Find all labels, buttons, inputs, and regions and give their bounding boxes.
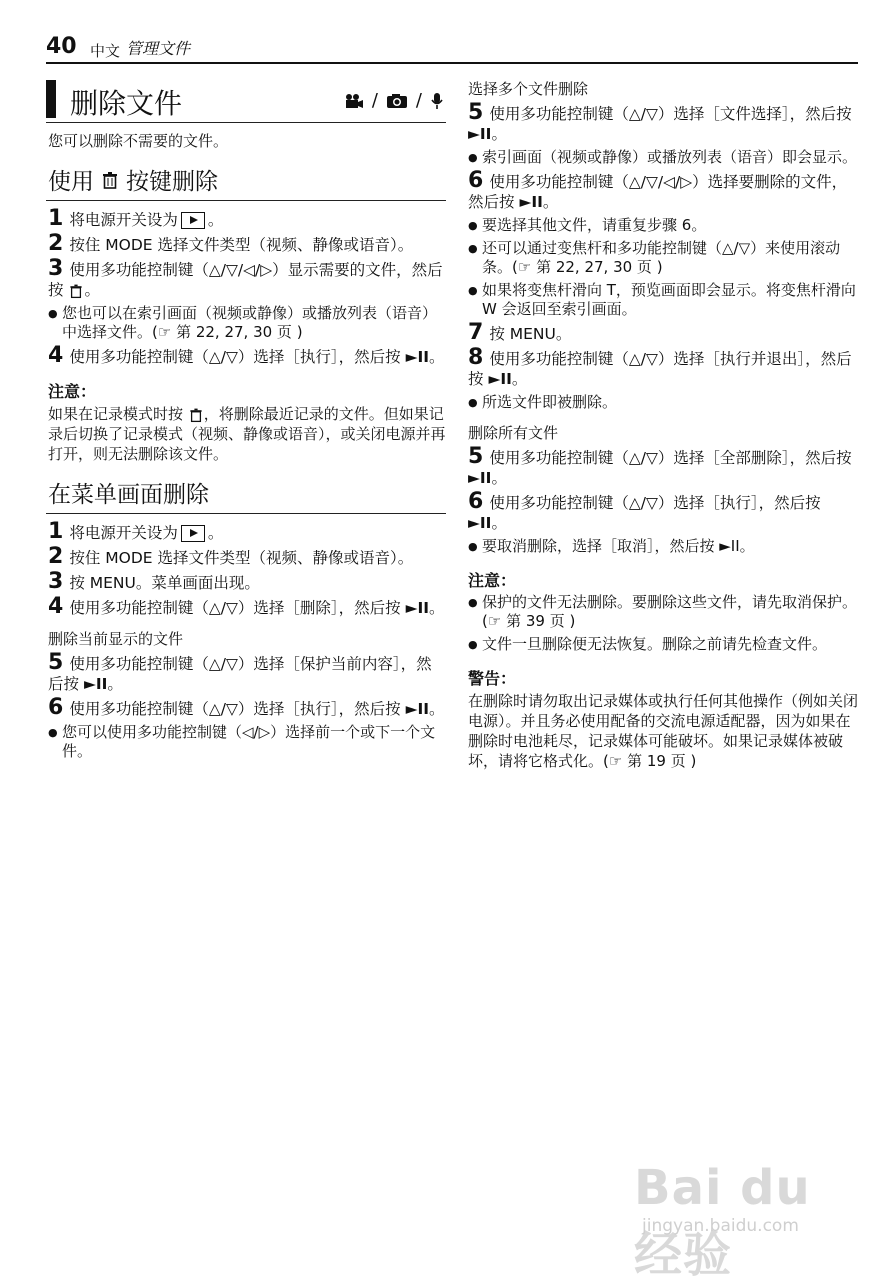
step (48, 519, 446, 544)
list-item: ● 保护的文件无法删除。要删除这些文件，请先取消保护。(☞ 第 39 页 ) (468, 593, 858, 631)
note-post: ，将删除最近记录的文件。但如果记录后切换了记录模式（视频、静像或语音），或关闭电源并再打开，则无法删除该文件。 (48, 405, 446, 463)
step-end: 。 (107, 675, 123, 693)
step-end: 。 (84, 281, 100, 299)
play-pause-symbol: ►II (468, 469, 492, 487)
section-title: 管理文件 (126, 39, 191, 58)
play-pause-symbol: ►II (405, 599, 430, 617)
step-number: 1 (48, 206, 64, 231)
page-number: 40 (46, 34, 77, 59)
list-item: ● 如果将变焦杆滑向 T，预览画面即会显示。将变焦杆滑向 W 会返回至索引画面。 (468, 281, 858, 319)
step-text: 按 MENU。 (489, 325, 572, 343)
list-item: ● 索引画面（视频或静像）或播放列表（语音）即会显示。 (468, 148, 858, 167)
play-pause-symbol: ►II (468, 514, 492, 532)
step-number: 6 (48, 695, 64, 720)
heading-pre: 使用 (48, 169, 94, 195)
step-text: 使用多功能控制键（△/▽）选择［文件选择］，然后按 (489, 105, 852, 123)
title-bar (46, 80, 56, 118)
subheading-multiple-files: 选择多个文件删除 (468, 80, 589, 98)
list-item: ● 要选择其他文件，请重复步骤 6。 (468, 216, 858, 235)
heading-post: 按键删除 (126, 169, 218, 195)
step (468, 444, 858, 488)
language-label: 中文 (90, 42, 121, 60)
right-column (466, 74, 858, 777)
play-pause-symbol: ►II (488, 370, 512, 388)
step-text: 使用多功能控制键（△/▽）选择［保护当前内容］，然后按 (48, 655, 432, 693)
step-number: 3 (48, 569, 64, 594)
step-number: 3 (48, 256, 64, 281)
list-item: ● 所选文件即被删除。 (468, 393, 858, 412)
step-end: 。 (207, 524, 224, 542)
step-number: 6 (468, 168, 484, 193)
subheading-all-files: 删除所有文件 (468, 424, 559, 442)
list-item: ● 文件一旦删除便无法恢复。删除之前请先检查文件。 (468, 635, 858, 654)
step (468, 168, 858, 212)
play-pause-symbol: ►II (519, 193, 543, 211)
step-number: 7 (468, 320, 484, 345)
step-end: 。 (429, 599, 445, 617)
step-number: 4 (48, 594, 64, 619)
step (468, 320, 858, 345)
trash-icon (100, 170, 120, 190)
camera-icon (386, 93, 408, 109)
watermark-url: jingyan.baidu.com (642, 1216, 799, 1236)
trash-icon (68, 283, 84, 299)
video-camera-icon (344, 93, 364, 109)
step (468, 100, 858, 144)
list-item: ● 您也可以在索引画面（视频或静像）或播放列表（语音）中选择文件。(☞ 第 22, 27, 30 页 ) (48, 304, 446, 342)
step (48, 650, 446, 694)
list-item: ● 您可以使用多功能控制键（◁/▷）选择前一个或下一个文件。 (48, 723, 446, 761)
step (468, 489, 858, 533)
step-number: 5 (468, 444, 484, 469)
step (48, 544, 446, 569)
note-text (48, 404, 446, 464)
step (48, 206, 446, 231)
page-title: 删除文件 (70, 87, 183, 120)
section-heading-menu-delete: 在菜单画面删除 (46, 470, 446, 514)
microphone-icon (430, 92, 444, 110)
step (48, 231, 446, 256)
playback-mode-icon (181, 212, 205, 229)
section-heading-delete-button (46, 157, 446, 201)
step-number: 2 (48, 544, 64, 569)
step-number: 1 (48, 519, 64, 544)
trash-icon (188, 407, 204, 423)
mode-icons: / / (344, 90, 444, 111)
step-number: 6 (468, 489, 484, 514)
step-text: 将电源开关设为 (69, 211, 178, 229)
step-text: 按 MENU。菜单画面出现。 (69, 574, 260, 592)
step-end: 。 (491, 514, 507, 532)
step-end: 。 (429, 700, 445, 718)
step-text: 使用多功能控制键（△/▽）选择［执行］，然后按 (489, 494, 821, 512)
page-header (46, 34, 858, 64)
step-text: 按住 MODE 选择文件类型（视频、静像或语音）。 (69, 236, 414, 254)
step-text: 按住 MODE 选择文件类型（视频、静像或语音）。 (69, 549, 414, 567)
title-row (46, 74, 446, 123)
play-pause-symbol: ►II (405, 700, 430, 718)
step-number: 2 (48, 231, 64, 256)
list-item: ● 要取消删除，选择［取消］，然后按 ►II。 (468, 537, 858, 556)
step-number: 8 (468, 345, 484, 370)
subheading-current-file: 删除当前显示的文件 (48, 630, 184, 648)
play-pause-symbol: ►II (405, 348, 430, 366)
warning-heading: 警告： (468, 669, 517, 688)
step-text: 使用多功能控制键（△/▽/◁/▷）显示需要的文件，然后按 (48, 261, 443, 299)
step (48, 343, 446, 368)
step-text: 使用多功能控制键（△/▽）选择［全部删除］，然后按 (489, 449, 852, 467)
intro-text: 您可以删除不需要的文件。 (48, 132, 229, 150)
watermark (634, 1150, 844, 1283)
step-text: 使用多功能控制键（△/▽/◁/▷）选择要删除的文件，然后按 (468, 173, 848, 211)
step-end: 。 (491, 125, 507, 143)
step (48, 256, 446, 300)
note-pre: 如果在记录模式时按 (48, 405, 184, 423)
step-text: 使用多功能控制键（△/▽）选择［执行］，然后按 (69, 348, 401, 366)
list-item: ● 还可以通过变焦杆和多功能控制键（△/▽）来使用滚动条。(☞ 第 22, 27, 30 页 ) (468, 239, 858, 277)
watermark-brand: Bai du 经验 (634, 1160, 811, 1283)
step-text: 使用多功能控制键（△/▽）选择［执行］，然后按 (69, 700, 401, 718)
playback-mode-icon (181, 525, 205, 542)
step-text: 将电源开关设为 (69, 524, 178, 542)
step-end: 。 (429, 348, 445, 366)
warning-text: 在删除时请勿取出记录媒体或执行任何其他操作（例如关闭电源）。并且务必使用配备的交流电源适配器，因为如果在删除时电池耗尽，记录媒体可能破坏。如果记录媒体被破坏，请将它格式化。(☞ 第 19 页 ) (468, 692, 859, 770)
step (48, 695, 446, 720)
step-text: 使用多功能控制键（△/▽）选择［删除］，然后按 (69, 599, 401, 617)
step-end: 。 (511, 370, 528, 388)
play-pause-symbol: ►II (468, 125, 492, 143)
step-end: 。 (542, 193, 559, 211)
step-end: 。 (491, 469, 507, 487)
step (48, 594, 446, 619)
note-heading: 注意： (468, 571, 517, 590)
step-text: 使用多功能控制键（△/▽）选择［执行并退出］，然后按 (468, 350, 852, 388)
step-number: 5 (468, 100, 484, 125)
step (48, 569, 446, 594)
step-number: 4 (48, 343, 64, 368)
note-heading: 注意： (48, 382, 97, 401)
step-number: 5 (48, 650, 64, 675)
step (468, 345, 858, 389)
left-column (46, 74, 446, 765)
step-end: 。 (207, 211, 224, 229)
play-pause-symbol: ►II (83, 675, 108, 693)
